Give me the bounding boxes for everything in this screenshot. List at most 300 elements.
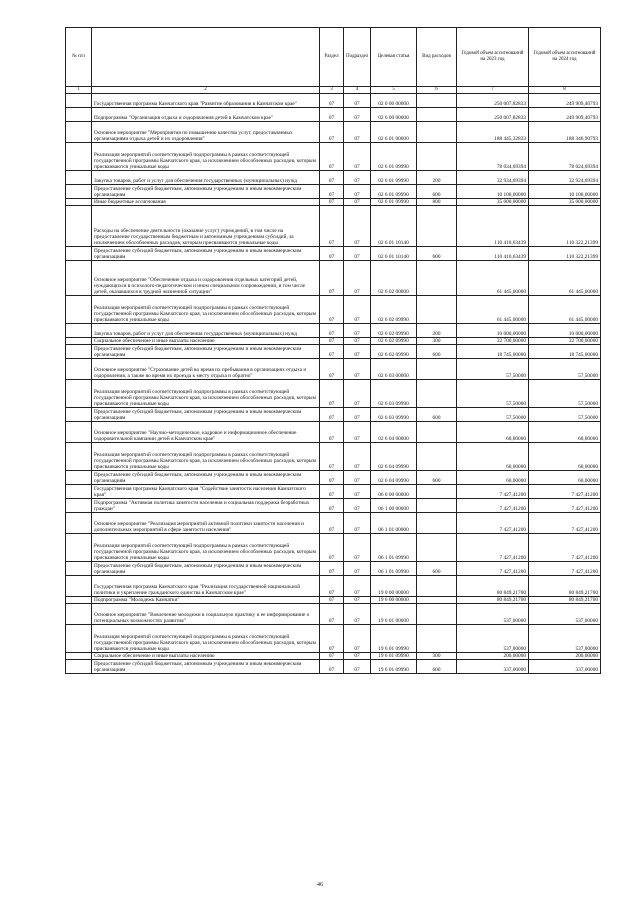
table-row <box>66 206 601 247</box>
cell-num <box>66 471 92 485</box>
cell-expense-type <box>417 122 457 143</box>
cell-expense-type <box>417 380 457 408</box>
cell-expense-type: 600 <box>417 345 457 359</box>
cell-podrazdel: 07 <box>344 485 371 499</box>
cell-target-article: 02 6 03 09990 <box>371 408 417 422</box>
cell-razdel: 07 <box>320 359 344 380</box>
table-row <box>66 534 601 562</box>
cell-expense-type: 600 <box>417 471 457 485</box>
cell-amount-2023: 337,00000 <box>457 660 529 674</box>
table-row <box>66 296 601 324</box>
cell-amount-2023: 80 849,21700 <box>457 597 529 604</box>
cell-target-article: 02 6 01 10140 <box>371 247 417 261</box>
table-row <box>66 422 601 443</box>
table-row <box>66 653 601 660</box>
cell-amount-2024: 32 924,69394 <box>529 171 601 185</box>
cell-expense-type <box>417 422 457 443</box>
cell-podrazdel: 07 <box>344 443 371 471</box>
cell-amount-2023: 250 007,82833 <box>457 94 529 108</box>
cell-razdel: 07 <box>320 108 344 122</box>
cell-razdel: 07 <box>320 653 344 660</box>
cell-razdel: 07 <box>320 122 344 143</box>
cell-target-article: 02 6 01 09990 <box>371 143 417 171</box>
cell-amount-2024: 57,50000 <box>529 408 601 422</box>
cell-name: Реализация мероприятий соответствующей подпрограммы в рамках соответствующей государственной программы Камчатского края, за исключением обособленных расходов, которым присваиваются уникальные коды <box>92 625 320 653</box>
header-podrazdel: Подраздел <box>344 28 371 87</box>
cell-amount-2023: 10 000,00000 <box>457 324 529 338</box>
cell-target-article: 02 6 00 00000 <box>371 108 417 122</box>
table-row <box>66 604 601 625</box>
cell-name: Предоставление субсидий бюджетным, автономным учреждениям и иным некоммерческим организациям <box>92 185 320 199</box>
cell-amount-2024: 537,00000 <box>529 625 601 653</box>
cell-amount-2024: 7 427,41200 <box>529 513 601 534</box>
cell-name: Основное мероприятие "Научно-методическое, кадровое и информационное обеспечение оздоровительной кампании детей в Камчатском крае" <box>92 422 320 443</box>
cell-amount-2024: 80 849,21700 <box>529 597 601 604</box>
table-row <box>66 199 601 206</box>
col-number: 1 <box>66 87 92 94</box>
cell-name: Закупка товаров, работ и услуг для обеспечения государственных (муниципальных) нужд <box>92 324 320 338</box>
cell-expense-type: 600 <box>417 408 457 422</box>
cell-podrazdel: 07 <box>344 143 371 171</box>
cell-target-article: 06 1 01 09990 <box>371 534 417 562</box>
cell-num <box>66 94 92 108</box>
cell-target-article: 02 6 02 00000 <box>371 261 417 296</box>
cell-expense-type <box>417 206 457 247</box>
cell-expense-type <box>417 143 457 171</box>
cell-razdel: 07 <box>320 324 344 338</box>
table-row <box>66 122 601 143</box>
cell-num <box>66 513 92 534</box>
cell-target-article: 02 0 00 00000 <box>371 94 417 108</box>
cell-podrazdel: 07 <box>344 604 371 625</box>
cell-razdel: 07 <box>320 513 344 534</box>
cell-name: Подпрограмма "Организация отдыха и оздоровления детей в Камчатском крае" <box>92 108 320 122</box>
cell-amount-2023: 61 445,00000 <box>457 296 529 324</box>
cell-amount-2024: 60,00000 <box>529 471 601 485</box>
cell-num <box>66 604 92 625</box>
cell-amount-2024: 35 000,00000 <box>529 199 601 206</box>
cell-expense-type <box>417 499 457 513</box>
header-target-article: Целевая статья <box>371 28 417 87</box>
cell-expense-type <box>417 485 457 499</box>
cell-razdel: 07 <box>320 171 344 185</box>
cell-razdel: 07 <box>320 422 344 443</box>
page-number: 46 <box>317 882 323 888</box>
cell-podrazdel: 07 <box>344 562 371 576</box>
cell-amount-2023: 32 700,00000 <box>457 338 529 345</box>
cell-amount-2024: 10 100,00000 <box>529 185 601 199</box>
cell-expense-type <box>417 513 457 534</box>
cell-podrazdel: 07 <box>344 408 371 422</box>
table-row <box>66 185 601 199</box>
cell-amount-2024: 7 427,41200 <box>529 562 601 576</box>
table-row <box>66 597 601 604</box>
cell-razdel: 07 <box>320 471 344 485</box>
cell-razdel: 07 <box>320 485 344 499</box>
cell-podrazdel: 07 <box>344 94 371 108</box>
cell-podrazdel: 07 <box>344 422 371 443</box>
cell-name: Основное мероприятие "Мероприятия по повышению качества услуг, предоставляемых организациями отдыха детей и их оздоровления" <box>92 122 320 143</box>
cell-amount-2024: 249 909,40793 <box>529 94 601 108</box>
cell-name: Социальное обеспечение и иные выплаты населению <box>92 338 320 345</box>
cell-target-article: 02 6 02 09990 <box>371 338 417 345</box>
cell-amount-2023: 7 427,41200 <box>457 499 529 513</box>
cell-amount-2024: 60,00000 <box>529 443 601 471</box>
cell-amount-2024: 110 322,21399 <box>529 247 601 261</box>
cell-target-article: 02 6 01 10140 <box>371 206 417 247</box>
cell-num <box>66 122 92 143</box>
cell-num <box>66 534 92 562</box>
cell-amount-2023: 200,00000 <box>457 653 529 660</box>
cell-razdel: 07 <box>320 185 344 199</box>
cell-amount-2024: 110 322,21399 <box>529 206 601 247</box>
cell-num <box>66 296 92 324</box>
cell-name: Основное мероприятие "Обеспечение отдыха и оздоровления отдельных категорий детей, нуждающихся в психолого-педагогическом и ином специальном сопровождении, в том числе детей, оказавшихся в трудной жизненной ситуации" <box>92 261 320 296</box>
cell-podrazdel: 07 <box>344 171 371 185</box>
cell-target-article: 06 0 00 00000 <box>371 485 417 499</box>
cell-razdel: 07 <box>320 597 344 604</box>
cell-amount-2024: 60,00000 <box>529 422 601 443</box>
cell-amount-2024: 78 024,69394 <box>529 143 601 171</box>
cell-name: Предоставление субсидий бюджетным, автономным учреждениям и иным некоммерческим организациям <box>92 562 320 576</box>
cell-amount-2024: 337,00000 <box>529 660 601 674</box>
cell-amount-2023: 32 934,69394 <box>457 171 529 185</box>
cell-target-article: 02 6 04 09990 <box>371 471 417 485</box>
cell-expense-type <box>417 625 457 653</box>
cell-name: Государственная программа Камчатского края "Содействие занятости населения Камчатского края" <box>92 485 320 499</box>
cell-name: Предоставление субсидий бюджетным, автономным учреждениям и иным некоммерческим организациям <box>92 345 320 359</box>
table-row <box>66 171 601 185</box>
cell-target-article: 02 6 02 09990 <box>371 324 417 338</box>
col-number: 8 <box>529 87 601 94</box>
cell-num <box>66 345 92 359</box>
table-row <box>66 380 601 408</box>
cell-podrazdel: 07 <box>344 359 371 380</box>
table-row <box>66 408 601 422</box>
cell-razdel: 07 <box>320 247 344 261</box>
cell-num <box>66 247 92 261</box>
cell-target-article: 02 6 03 00000 <box>371 359 417 380</box>
table-row <box>66 562 601 576</box>
cell-razdel: 07 <box>320 534 344 562</box>
cell-expense-type: 600 <box>417 660 457 674</box>
cell-amount-2024: 18 745,00000 <box>529 345 601 359</box>
cell-target-article: 06 1 01 00000 <box>371 513 417 534</box>
cell-expense-type <box>417 296 457 324</box>
cell-amount-2023: 35 000,00000 <box>457 199 529 206</box>
cell-target-article: 02 6 02 09990 <box>371 296 417 324</box>
table-body <box>66 94 601 674</box>
cell-expense-type <box>417 108 457 122</box>
cell-amount-2024: 249 909,40793 <box>529 108 601 122</box>
budget-table-page <box>65 27 600 674</box>
cell-num <box>66 499 92 513</box>
cell-name: Предоставление субсидий бюджетным, автономным учреждениям и иным некоммерческим организациям <box>92 247 320 261</box>
cell-amount-2024: 7 427,41200 <box>529 499 601 513</box>
cell-amount-2024: 537,00000 <box>529 604 601 625</box>
header-num: № п/п <box>66 28 92 87</box>
cell-amount-2023: 537,00000 <box>457 625 529 653</box>
cell-num <box>66 143 92 171</box>
cell-num <box>66 485 92 499</box>
cell-num <box>66 206 92 247</box>
table-row <box>66 625 601 653</box>
cell-num <box>66 653 92 660</box>
cell-razdel: 07 <box>320 562 344 576</box>
cell-num <box>66 199 92 206</box>
cell-expense-type: 200 <box>417 324 457 338</box>
cell-expense-type <box>417 604 457 625</box>
cell-podrazdel: 07 <box>344 324 371 338</box>
col-number: 6 <box>417 87 457 94</box>
cell-podrazdel: 07 <box>344 206 371 247</box>
cell-podrazdel: 07 <box>344 345 371 359</box>
cell-podrazdel: 07 <box>344 534 371 562</box>
table-row <box>66 261 601 296</box>
cell-target-article: 19 6 01 00000 <box>371 604 417 625</box>
cell-razdel: 07 <box>320 576 344 597</box>
table-row <box>66 485 601 499</box>
cell-amount-2024: 7 427,41200 <box>529 534 601 562</box>
table-row <box>66 513 601 534</box>
cell-name: Иные бюджетные ассигнования <box>92 199 320 206</box>
cell-num <box>66 380 92 408</box>
cell-razdel: 07 <box>320 660 344 674</box>
cell-amount-2023: 7 427,41200 <box>457 485 529 499</box>
header-name <box>92 28 320 87</box>
cell-podrazdel: 07 <box>344 199 371 206</box>
cell-num <box>66 338 92 345</box>
cell-amount-2024: 32 700,00000 <box>529 338 601 345</box>
cell-razdel: 07 <box>320 199 344 206</box>
cell-amount-2023: 57,50000 <box>457 380 529 408</box>
col-number: 5 <box>371 87 417 94</box>
cell-target-article: 02 6 02 09990 <box>371 345 417 359</box>
header-razdel: Раздел <box>320 28 344 87</box>
cell-name: Социальное обеспечение и иные выплаты населению <box>92 653 320 660</box>
cell-num <box>66 324 92 338</box>
cell-target-article: 02 6 04 00000 <box>371 422 417 443</box>
cell-razdel: 07 <box>320 408 344 422</box>
cell-target-article: 19 6 00 00000 <box>371 597 417 604</box>
cell-razdel: 07 <box>320 338 344 345</box>
cell-amount-2023: 110 410,63439 <box>457 247 529 261</box>
cell-target-article: 19 0 00 00000 <box>371 576 417 597</box>
table-row <box>66 359 601 380</box>
cell-podrazdel: 07 <box>344 471 371 485</box>
cell-name: Основное мероприятие "Вовлечение молодежи в социальную практику и ее информирование о потенциальных возможностях развития" <box>92 604 320 625</box>
cell-razdel: 07 <box>320 345 344 359</box>
cell-expense-type <box>417 261 457 296</box>
cell-expense-type <box>417 534 457 562</box>
cell-amount-2024: 10 000,00000 <box>529 324 601 338</box>
cell-target-article: 02 6 04 09990 <box>371 443 417 471</box>
cell-razdel: 07 <box>320 206 344 247</box>
cell-name: Реализация мероприятий соответствующей подпрограммы в рамках соответствующей государственной программы Камчатского края, за исключением обособленных расходов, которым присваиваются уникальные коды <box>92 380 320 408</box>
cell-amount-2023: 60,00000 <box>457 471 529 485</box>
cell-amount-2023: 7 427,41200 <box>457 562 529 576</box>
table-row <box>66 108 601 122</box>
col-number: 2 <box>92 87 320 94</box>
table-row <box>66 499 601 513</box>
cell-amount-2023: 80 849,21700 <box>457 576 529 597</box>
cell-num <box>66 443 92 471</box>
cell-expense-type: 300 <box>417 653 457 660</box>
cell-amount-2023: 110 410,63439 <box>457 206 529 247</box>
cell-name: Подпрограмма "Молодежь Камчатки" <box>92 597 320 604</box>
cell-podrazdel: 07 <box>344 625 371 653</box>
cell-target-article: 19 6 01 09990 <box>371 660 417 674</box>
cell-num <box>66 408 92 422</box>
cell-num <box>66 597 92 604</box>
cell-podrazdel: 07 <box>344 247 371 261</box>
cell-expense-type <box>417 443 457 471</box>
table-row <box>66 660 601 674</box>
cell-amount-2023: 7 427,41200 <box>457 513 529 534</box>
cell-num <box>66 185 92 199</box>
cell-num <box>66 261 92 296</box>
cell-amount-2024: 61 445,00000 <box>529 296 601 324</box>
cell-num <box>66 359 92 380</box>
cell-expense-type: 300 <box>417 338 457 345</box>
cell-name: Реализация мероприятий соответствующей подпрограммы в рамках соответствующей государственной программы Камчатского края, за исключением обособленных расходов, которым присваиваются уникальные коды <box>92 296 320 324</box>
cell-name: Закупка товаров, работ и услуг для обеспечения государственных (муниципальных) нужд <box>92 171 320 185</box>
cell-name: Государственная программа Камчатского края "Развитие образования в Камчатском крае" <box>92 94 320 108</box>
cell-amount-2023: 57,50000 <box>457 408 529 422</box>
cell-amount-2024: 57,50000 <box>529 380 601 408</box>
cell-razdel: 07 <box>320 380 344 408</box>
cell-podrazdel: 07 <box>344 122 371 143</box>
cell-amount-2023: 78 034,69394 <box>457 143 529 171</box>
cell-podrazdel: 07 <box>344 513 371 534</box>
table-row <box>66 94 601 108</box>
cell-num <box>66 562 92 576</box>
cell-num <box>66 660 92 674</box>
cell-amount-2024: 7 427,41200 <box>529 485 601 499</box>
table-row <box>66 324 601 338</box>
header-amount-2023: Годовой объем ассигнований на 2023 год <box>457 28 529 87</box>
cell-target-article: 02 6 01 09990 <box>371 171 417 185</box>
table-row <box>66 443 601 471</box>
cell-expense-type: 800 <box>417 199 457 206</box>
cell-target-article: 19 6 01 09990 <box>371 625 417 653</box>
cell-podrazdel: 07 <box>344 261 371 296</box>
cell-expense-type: 600 <box>417 247 457 261</box>
header-row <box>66 28 601 87</box>
cell-expense-type <box>417 576 457 597</box>
cell-name: Предоставление субсидий бюджетным, автономным учреждениям и иным некоммерческим организациям <box>92 660 320 674</box>
cell-name: Основное мероприятие "Реализация мероприятий активной политики занятости населения и дополнительных мероприятий в сфере занятости населения" <box>92 513 320 534</box>
table-row <box>66 345 601 359</box>
cell-name: Расходы на обеспечение деятельности (оказание услуг) учреждений, в том числе на предоставление государственным бюджетным и автономным учреждениям субсидий, за исключением обособленных расходов, которым присваиваются уникальные коды <box>92 206 320 247</box>
cell-expense-type: 600 <box>417 562 457 576</box>
cell-expense-type <box>417 359 457 380</box>
col-number: 3 <box>320 87 344 94</box>
cell-podrazdel: 07 <box>344 653 371 660</box>
header-amount-2024: Годовой объем ассигнований на 2024 год <box>529 28 601 87</box>
cell-target-article: 02 6 01 09990 <box>371 199 417 206</box>
cell-num <box>66 171 92 185</box>
cell-razdel: 07 <box>320 604 344 625</box>
cell-razdel: 07 <box>320 94 344 108</box>
col-number: 7 <box>457 87 529 94</box>
cell-expense-type: 200 <box>417 171 457 185</box>
cell-num <box>66 108 92 122</box>
cell-amount-2024: 61 445,00000 <box>529 261 601 296</box>
cell-amount-2024: 200,00000 <box>529 653 601 660</box>
cell-podrazdel: 07 <box>344 660 371 674</box>
cell-expense-type <box>417 94 457 108</box>
cell-amount-2024: 57,50000 <box>529 359 601 380</box>
cell-amount-2023: 60,00000 <box>457 443 529 471</box>
cell-podrazdel: 07 <box>344 338 371 345</box>
table-row <box>66 576 601 597</box>
table-row <box>66 338 601 345</box>
cell-razdel: 07 <box>320 143 344 171</box>
cell-expense-type <box>417 597 457 604</box>
table-row <box>66 143 601 171</box>
cell-target-article: 19 6 01 09990 <box>371 653 417 660</box>
cell-num <box>66 576 92 597</box>
table-row <box>66 247 601 261</box>
cell-name: Реализация мероприятий соответствующей подпрограммы в рамках соответствующей государственной программы Камчатского края, за исключением обособленных расходов, которым присваиваются уникальные коды <box>92 534 320 562</box>
cell-amount-2023: 61 445,00000 <box>457 261 529 296</box>
column-number-row <box>66 87 601 94</box>
cell-amount-2023: 7 427,41200 <box>457 534 529 562</box>
cell-target-article: 02 6 01 09990 <box>371 185 417 199</box>
cell-name: Государственная программа Камчатского края "Реализация государственной национальной политики и укрепление гражданского единства в Камчатском крае" <box>92 576 320 597</box>
cell-razdel: 07 <box>320 261 344 296</box>
cell-amount-2024: 80 849,21700 <box>529 576 601 597</box>
cell-amount-2023: 10 100,00000 <box>457 185 529 199</box>
cell-podrazdel: 07 <box>344 185 371 199</box>
cell-razdel: 07 <box>320 625 344 653</box>
cell-podrazdel: 07 <box>344 499 371 513</box>
budget-table <box>65 27 601 674</box>
cell-amount-2023: 18 745,00000 <box>457 345 529 359</box>
cell-amount-2023: 537,00000 <box>457 604 529 625</box>
cell-podrazdel: 07 <box>344 296 371 324</box>
header-expense-type: Вид расходов <box>417 28 457 87</box>
cell-podrazdel: 07 <box>344 576 371 597</box>
cell-target-article: 02 6 01 00000 <box>371 122 417 143</box>
cell-target-article: 06 1 01 09990 <box>371 562 417 576</box>
cell-name: Основное мероприятие "Страхование детей во время их пребывания в организациях отдыха и оздоровления, а также во время их проезда к месту отдыха и обратно" <box>92 359 320 380</box>
cell-target-article: 06 1 00 00000 <box>371 499 417 513</box>
cell-target-article: 02 6 03 09990 <box>371 380 417 408</box>
cell-expense-type: 600 <box>417 185 457 199</box>
table-row <box>66 471 601 485</box>
cell-name: Предоставление субсидий бюджетным, автономным учреждениям и иным некоммерческим организациям <box>92 471 320 485</box>
cell-podrazdel: 07 <box>344 108 371 122</box>
cell-amount-2024: 188 346,90793 <box>529 122 601 143</box>
cell-podrazdel: 07 <box>344 380 371 408</box>
cell-podrazdel: 07 <box>344 597 371 604</box>
cell-name: Предоставление субсидий бюджетным, автономным учреждениям и иным некоммерческим организациям <box>92 408 320 422</box>
cell-razdel: 07 <box>320 499 344 513</box>
cell-razdel: 07 <box>320 296 344 324</box>
cell-amount-2023: 188 445,32833 <box>457 122 529 143</box>
cell-amount-2023: 250 007,82833 <box>457 108 529 122</box>
cell-razdel: 07 <box>320 443 344 471</box>
cell-num <box>66 625 92 653</box>
cell-name: Реализация мероприятий соответствующей подпрограммы в рамках соответствующей государственной программы Камчатского края, за исключением обособленных расходов, которым присваиваются уникальные коды <box>92 143 320 171</box>
cell-num <box>66 422 92 443</box>
cell-amount-2023: 60,00000 <box>457 422 529 443</box>
cell-amount-2023: 57,50000 <box>457 359 529 380</box>
cell-name: Подпрограмма "Активная политика занятости населения и социальная поддержка безработных граждан" <box>92 499 320 513</box>
col-number: 4 <box>344 87 371 94</box>
